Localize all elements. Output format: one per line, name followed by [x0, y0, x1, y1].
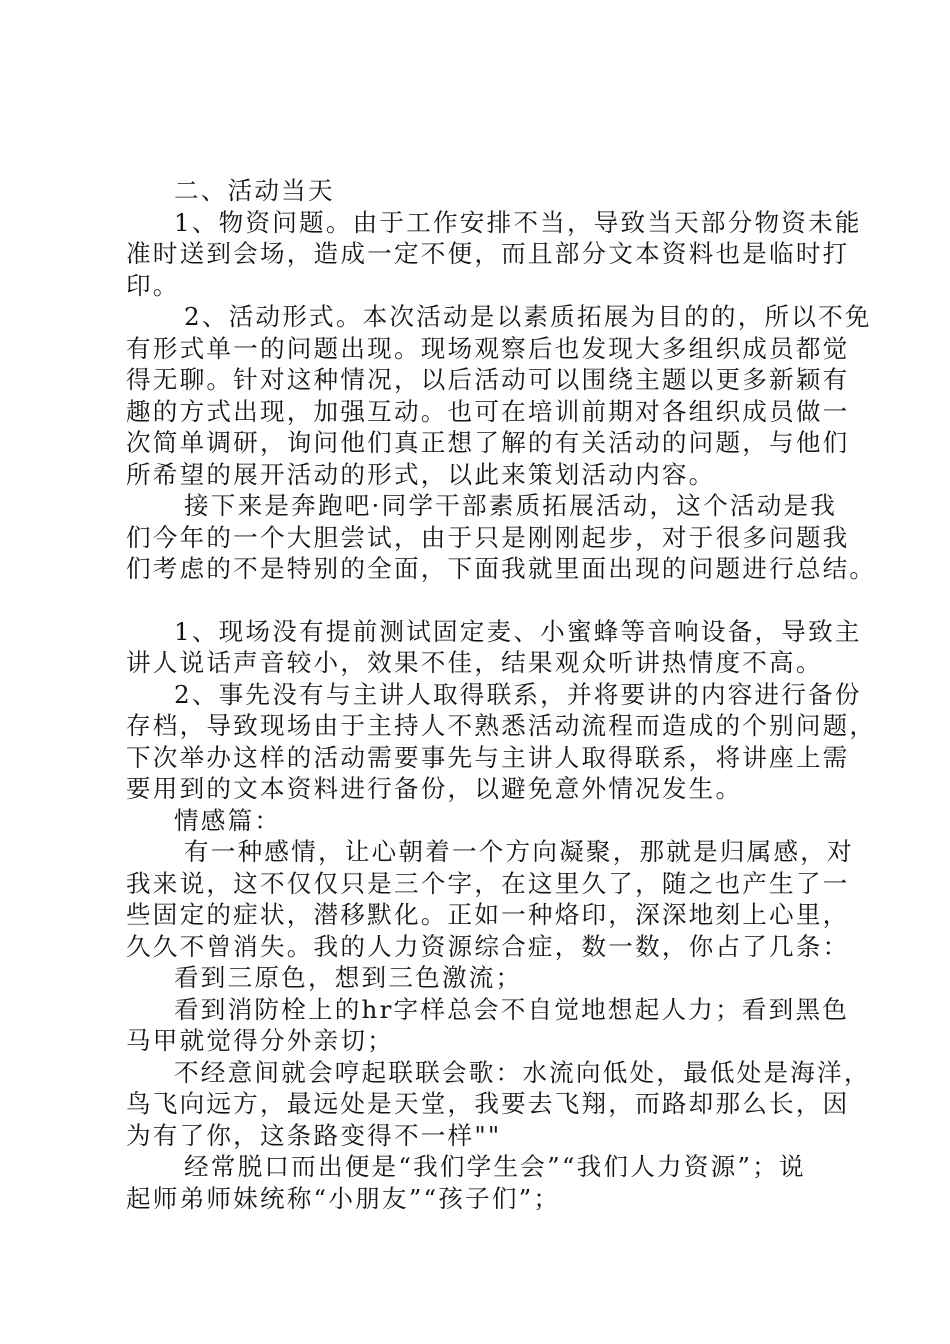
section-heading: 情感篇： — [174, 805, 282, 835]
paragraph — [126, 994, 850, 1057]
paragraph — [126, 616, 862, 679]
text-line: 为有了你，这条路变得不一样"" — [126, 1120, 502, 1150]
text-line: 讲人说话声音较小，效果不佳，结果观众听讲热情度不高。 — [126, 648, 823, 677]
paragraph — [126, 207, 862, 302]
section-heading: 二、活动当天 — [174, 176, 335, 205]
text-line: 趣的方式出现，加强互动。也可在培训前期对各组织成员做一 — [126, 396, 850, 426]
paragraph — [126, 836, 854, 962]
text-line: 接下来是奔跑吧·同学干部素质拓展活动，这个活动是我 — [184, 491, 838, 520]
paragraph — [126, 1057, 871, 1152]
text-line: 1、现场没有提前测试固定麦、小蜜蜂等音响设备，导致主 — [174, 616, 862, 646]
text-line: 马甲就觉得分外亲切； — [126, 1026, 394, 1055]
text-line: 鸟飞向远方，最远处是天堂，我要去飞翔，而路却那么长，因 — [126, 1089, 850, 1118]
text-line: 次简单调研，询问他们真正想了解的有关活动的问题，与他们 — [126, 428, 850, 457]
document-page — [126, 175, 877, 1214]
paragraph — [126, 1151, 850, 1214]
text-line: 起师弟师妹统称“小朋友”“孩子们”； — [126, 1183, 561, 1213]
text-line: 印。 — [126, 270, 180, 300]
text-line: 看到消防栓上的hr字样总会不自觉地想起人力；看到黑色 — [174, 994, 850, 1024]
text-line: 要用到的文本资料进行备份，以避免意外情况发生。 — [126, 774, 743, 803]
text-line: 们今年的一个大胆尝试，由于只是刚刚起步，对于很多问题我 — [126, 522, 850, 552]
paragraph — [126, 490, 877, 585]
text-line: 不经意间就会哼起联联会歌：水流向低处，最低处是海洋， — [174, 1057, 871, 1087]
text-line: 得无聊。针对这种情况，以后活动可以围绕主题以更多新颖有 — [126, 365, 850, 394]
text-line: 下次举办这样的活动需要事先与主讲人取得联系，将讲座上需 — [126, 742, 850, 772]
text-line: 2、事先没有与主讲人取得联系，并将要讲的内容进行备份 — [174, 679, 862, 709]
paragraph — [126, 301, 872, 490]
text-line: 准时送到会场，造成一定不便，而且部分文本资料也是临时打 — [126, 239, 850, 268]
text-line: 们考虑的不是特别的全面，下面我就里面出现的问题进行总结。 — [126, 554, 877, 583]
text-line: 所希望的展开活动的形式，以此来策划活动内容。 — [126, 459, 716, 489]
text-line: 有形式单一的问题出现。现场观察后也发现大多组织成员都觉 — [126, 333, 850, 363]
text-line: 些固定的症状，潜移默化。正如一种烙印，深深地刻上心里， — [126, 900, 850, 929]
text-line: 经常脱口而出便是“我们学生会”“我们人力资源”；说 — [184, 1152, 806, 1181]
text-line: 2、活动形式。本次活动是以素质拓展为目的的，所以不免 — [184, 302, 872, 331]
text-line: 久久不曾消失。我的人力资源综合症，数一数，你占了几条： — [126, 931, 850, 961]
text-line: 1、物资问题。由于工作安排不当，导致当天部分物资未能 — [174, 207, 862, 237]
text-line: 看到三原色，想到三色激流； — [174, 963, 523, 992]
paragraph — [126, 962, 850, 994]
blank-line — [126, 585, 850, 616]
text-line: 有一种感情，让心朝着一个方向凝聚，那就是归属感，对 — [184, 837, 854, 866]
text-line: 存档，导致现场由于主持人不熟悉活动流程而造成的个别问题， — [126, 711, 877, 740]
text-line: 我来说，这不仅仅只是三个字，在这里久了，随之也产生了一 — [126, 868, 850, 898]
paragraph — [126, 679, 877, 805]
